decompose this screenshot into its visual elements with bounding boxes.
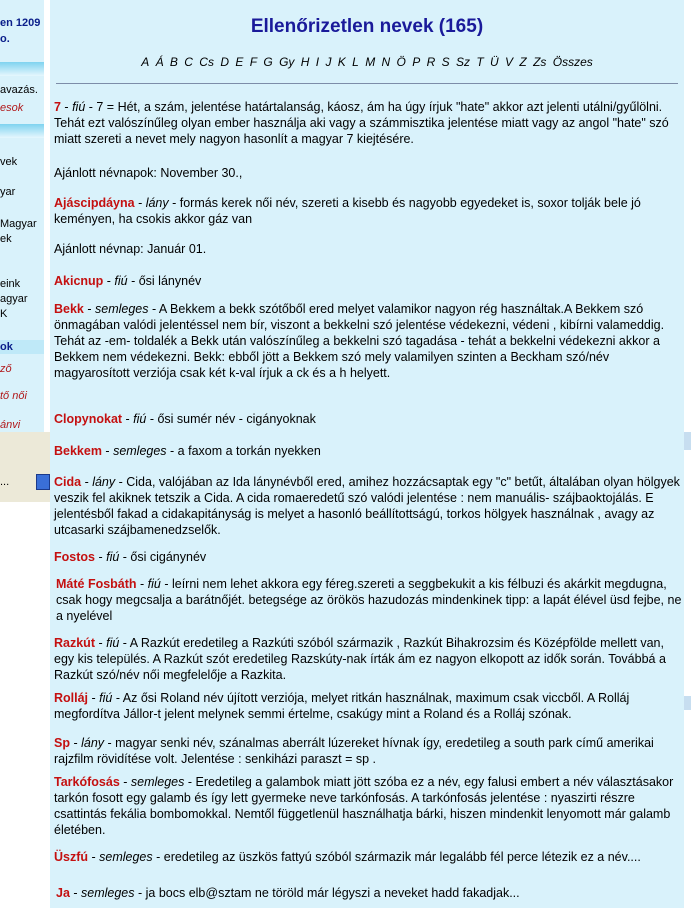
entry-gender: fiú xyxy=(72,100,86,114)
entry-description: - leírni nem lehet akkora egy féreg.szereti a seggbekukit a kis félbuzi és akárkit megdugna, csak hogy megcsalja a barátnőjét. betegsége az örökös hazudozás mindenkinek tipp: a lapát élével üsd fejbe, ne a nyelével xyxy=(56,577,682,623)
entry-description: - A Razkút eredetileg a Razkúti szóból származik , Razkút Bihakrozsim és Középfölde mellett van, egy kis település. A Razkút szót eredetileg Razskúty-nak írták ám ez nagyon elkopott az idők során. Továbbá a Razkút szó/név női megfelelője a Razkita. xyxy=(54,636,666,682)
alphabet-letter-link[interactable]: V xyxy=(505,55,514,69)
entry-gender: fiú xyxy=(133,412,147,426)
entry-name-link[interactable]: Bekk xyxy=(54,302,84,316)
right-edge xyxy=(684,0,691,908)
divider xyxy=(56,83,678,84)
name-entry: Ja - semleges - ja bocs elb@sztam ne töröld már légyszi a neveket hadd fakadjak... xyxy=(56,886,520,900)
taskbar-fragment xyxy=(0,432,50,502)
alphabet-letter-link[interactable]: Zs xyxy=(533,55,547,69)
entry-gender: lány xyxy=(92,475,116,489)
entry-name-link[interactable]: Sp xyxy=(54,736,70,750)
entry-gender: fiú xyxy=(99,691,113,705)
sidebar-item[interactable]: Magyar xyxy=(0,218,37,230)
alphabet-letter-link[interactable]: D xyxy=(220,55,229,69)
entry-gender: lány xyxy=(145,196,169,210)
name-entry: Clopynokat - fiú - ősi sumér név - cigányoknak xyxy=(54,412,316,426)
entry-name-link[interactable]: Máté Fosbáth xyxy=(56,577,137,591)
alphabet-letter-link[interactable]: Ö xyxy=(396,55,406,69)
sidebar-item[interactable]: ek xyxy=(0,233,12,245)
alphabet-nav xyxy=(50,55,684,69)
entry-gender: fiú xyxy=(106,550,120,564)
sidebar-text: en 1209 xyxy=(0,17,41,29)
entry-name-link[interactable]: Ajáscipdáyna xyxy=(54,196,135,210)
name-entry: Rolláj - fiú - Az ősi Roland név újított verziója, melyet ritkán használnak, maximum csak viccből. A Rolláj megfordítva Jállor-t jelent melynek semmi értelme, csakúgy mint a Roland és a Rolláj szónak. xyxy=(54,691,630,721)
sidebar-item[interactable]: eink xyxy=(0,278,21,290)
sidebar-link[interactable]: esok xyxy=(0,102,24,114)
name-entry: Üszfú - semleges - eredetileg az üszkös fattyú szóból származik már legalább fél perce létezik ez a név.... xyxy=(54,850,641,864)
entry-gender: semleges xyxy=(81,886,135,900)
entry-description: - ja bocs elb@sztam ne töröld már légyszi a neveket hadd fakadjak... xyxy=(134,886,520,900)
alphabet-letter-link[interactable]: Cs xyxy=(199,55,214,69)
alphabet-letter-link[interactable]: T xyxy=(476,55,484,69)
alphabet-letter-link[interactable]: H xyxy=(300,55,310,69)
entry-description: - Cida, valójában az Ida lánynévből ered, amihez hozzácsaptak egy "c" betűt, általában olyan hölgyek veszik fel akiknek tetszik a Cida. A cida romaeredetű szó valódi jelentése : nem manuális- szájbaoktojálás. E jelentésből fakad a cidakapitányság is melyet a hasonló beállítottságú, torkos hölgyek használnak , avagy az utcasarki szájbamenedzselők. xyxy=(54,475,680,537)
entry-description: - eredetileg az üszkös fattyú szóból származik már legalább fél perce létezik ez a név.... xyxy=(152,850,641,864)
entry-description: - ősi lánynév xyxy=(127,274,202,288)
alphabet-letter-link[interactable]: Gy xyxy=(279,55,295,69)
sidebar-item[interactable]: yar xyxy=(0,186,16,198)
alphabet-letter-link[interactable]: Ü xyxy=(490,55,499,69)
entry-name-link[interactable]: Ja xyxy=(56,886,70,900)
name-entry: 7 - fiú - 7 = Hét, a szám, jelentése határtalanság, káosz, ám ha úgy írjuk "hate" akkor azt jelenti utálni/gyűlölni. Tehát ezt valószínűleg olyan ember használja aki vagy a számmisztika jelentése miatt vagy az angol "hate" szó miatt szereti a nevet mely nagyon hasonlít a magyar 7 kiejtésére. xyxy=(54,100,669,146)
entry-gender: semleges xyxy=(113,444,167,458)
nameday-note: Ajánlott névnap: Január 01. xyxy=(54,242,207,256)
entry-name-link[interactable]: Clopynokat xyxy=(54,412,123,426)
taskbar-ellipsis[interactable]: ... xyxy=(0,476,10,488)
entry-description: - ősi cigánynév xyxy=(119,550,207,564)
alphabet-letter-link[interactable]: M xyxy=(365,55,376,69)
entry-name-link[interactable]: Bekkem xyxy=(54,444,102,458)
entry-name-link[interactable]: Fostos xyxy=(54,550,95,564)
sidebar-item-selected[interactable]: ok xyxy=(0,341,13,353)
sidebar-band xyxy=(0,62,44,76)
edge-fragment xyxy=(684,432,691,450)
edge-fragment xyxy=(684,696,691,710)
alphabet-letter-link[interactable]: Sz xyxy=(455,55,470,69)
entry-name-link[interactable]: Cida xyxy=(54,475,82,489)
alphabet-letter-link[interactable]: L xyxy=(352,55,359,69)
entry-description: - a faxom a torkán nyekken xyxy=(166,444,321,458)
entry-name-link[interactable]: 7 xyxy=(54,100,61,114)
entry-gender: semleges xyxy=(99,850,153,864)
sidebar-text: avazás. xyxy=(0,84,38,96)
name-entry: Razkút - fiú - A Razkút eredetileg a Razkúti szóból származik , Razkút Bihakrozsim és Középfölde mellett van, egy kis település. A Razkút szót eredetileg Razskúty-nak írták ám ez nagyon elkopott az idők során. Továbbá a Razkút szó/név női megfelelője a Razkita. xyxy=(54,636,666,682)
name-entry: Akicnup - fiú - ősi lánynév xyxy=(54,274,202,288)
name-entry: Bekk - semleges - A Bekkem a bekk szótőből ered melyet valamikor nagyon rég használtak.A Bekkem szó önmagában valódi jelentéssel nem bír, viszont a bekkelni szó jelentése védekezni, védeni , kibírni valameddig. Tehát az -em- toldalék a Bekk után valószínűleg a bekkelni szó tagadása - tehát a bekkelni védekezni akkor a Bekkem nem védekezni. Bekk: ebből jött a Bekkem szó mely valamilyen szinten a Beckham szó/név magyarosított verziója csak két k-val írjuk a ck és a h helyett. xyxy=(54,302,665,380)
entry-gender: semleges xyxy=(95,302,149,316)
alphabet-letter-link[interactable]: G xyxy=(263,55,273,69)
entry-gender: lány xyxy=(81,736,105,750)
alphabet-letter-link[interactable]: I xyxy=(315,55,320,69)
alphabet-letter-link[interactable]: P xyxy=(412,55,421,69)
alphabet-letter-link[interactable]: C xyxy=(184,55,193,69)
alphabet-letter-link[interactable]: Összes xyxy=(552,55,593,69)
entry-name-link[interactable]: Akicnup xyxy=(54,274,104,288)
name-entry: Fostos - fiú - ősi cigánynév xyxy=(54,550,207,564)
alphabet-letter-link[interactable]: Z xyxy=(519,55,527,69)
entry-gender: fiú xyxy=(106,636,120,650)
name-entry: Sp - lány - magyar senki név, szánalmas aberrált lúzereket hívnak így, eredetileg a south park című amerikai rajzfilm rövidítése volt. Jelentése : senkiházi paraszt = sp . xyxy=(54,736,654,766)
left-sidebar xyxy=(0,0,44,432)
entry-name-link[interactable]: Tarkófosás xyxy=(54,775,120,789)
name-entry: Ajáscipdáyna - lány - formás kerek női név, szereti a kisebb és nagyobb egyedeket is, soxor tolják bele jó keményen, ha csokis akkor gáz van xyxy=(54,196,641,226)
name-entry: Tarkófosás - semleges - Eredetileg a galambok miatt jött szóba ez a név, egy falusi embert a név választásakor tarkón fosott egy galamb és így lett gyermeke neve tarkónfosás. A tarkónfosás jelentése : nyaszirti részre csattintás fekália bombomokkal. Nemtől függetlenül használhatja bárki, hiszen mindenkit lenyomott már galamb életében. xyxy=(54,775,674,837)
sidebar-link[interactable]: tő női xyxy=(0,390,27,402)
sidebar-item[interactable]: K xyxy=(0,308,8,320)
alphabet-letter-link[interactable]: A xyxy=(141,55,150,69)
alphabet-letter-link[interactable]: S xyxy=(441,55,450,69)
alphabet-letter-link[interactable]: Á xyxy=(155,55,164,69)
entry-description: - magyar senki név, szánalmas aberrált lúzereket hívnak így, eredetileg a south park című amerikai rajzfilm rövidítése volt. Jelentése : senkiházi paraszt = sp . xyxy=(54,736,654,766)
alphabet-letter-link[interactable]: K xyxy=(337,55,346,69)
alphabet-letter-link[interactable]: F xyxy=(249,55,258,69)
sidebar-band xyxy=(0,124,44,138)
entry-name-link[interactable]: Rolláj xyxy=(54,691,89,705)
entry-description: - formás kerek női név, szereti a kisebb és nagyobb egyedeket is, soxor tolják bele jó keményen, ha csokis akkor gáz van xyxy=(54,196,641,226)
entry-description: - Az ősi Roland név újított verziója, melyet ritkán használnak, maximum csak viccből. A Rolláj megfordítva Jállor-t jelent melynek semmi értelme, csakúgy mint a Roland és a Rolláj szónak. xyxy=(54,691,630,721)
alphabet-letter-link[interactable]: J xyxy=(325,55,332,69)
name-entry: Máté Fosbáth - fiú - leírni nem lehet akkora egy féreg.szereti a seggbekukit a kis félbuzi és akárkit megdugna, csak hogy megcsalja a barátnőjét. betegsége az örökös hazudozás mindenkinek tipp: a lapát élével üsd fejbe, ne a nyelével xyxy=(56,577,682,623)
name-entry: Cida - lány - Cida, valójában az Ida lánynévből ered, amihez hozzácsaptak egy "c" betűt, általában olyan hölgyek veszik fel akiknek tetszik a Cida. A cida romaeredetű szó valódi jelentése : nem manuális- szájbaoktojálás. E jelentésből fakad a cidakapitányság is melyet a hasonló beállítottságú, torkos hölgyek használnak , avagy az utcasarki szájbamenedzselők. xyxy=(54,475,680,537)
main-content xyxy=(50,0,684,908)
alphabet-letter-link[interactable]: R xyxy=(426,55,436,69)
sidebar-item[interactable]: agyar xyxy=(0,293,28,305)
entry-description: - ősi sumér név - cigányoknak xyxy=(146,412,316,426)
entry-gender: fiú xyxy=(114,274,128,288)
entry-description: - A Bekkem a bekk szótőből ered melyet valamikor nagyon rég használtak.A Bekkem szó önmagában valódi jelentéssel nem bír, viszont a bekkelni szó jelentése védekezni, védeni , kibírni valameddig. Tehát az -em- toldalék a Bekk után valószínűleg a bekkelni szó tagadása - tehát a bekkelni védekezni akkor a Bekkem nem védekezni. Bekk: ebből jött a Bekkem szó mely valamilyen szinten a Beckham szó/név magyarosított verziója csak két k-val írjuk a ck és a h helyett. xyxy=(54,302,665,380)
entry-name-link[interactable]: Üszfú xyxy=(54,850,89,864)
entry-description: - Eredetileg a galambok miatt jött szóba ez a név, egy falusi embert a név választásakor tarkón fosott egy galamb és így lett gyermeke neve tarkónfosás. A tarkónfosás jelentése : nyaszirti részre csattintás fekália bombomokkal. Nemtől függetlenül használhatja bárki, hiszen mindenkit lenyomott már galamb életében. xyxy=(54,775,674,837)
alphabet-letter-link[interactable]: B xyxy=(169,55,178,69)
entry-gender: semleges xyxy=(130,775,185,789)
name-entry: Bekkem - semleges - a faxom a torkán nyekken xyxy=(54,444,321,458)
nameday-note: Ajánlott névnapok: November 30., xyxy=(54,166,243,180)
page-title: Ellenőrizetlen nevek (165) xyxy=(250,16,484,37)
sidebar-link[interactable]: ző xyxy=(0,363,12,375)
sidebar-item[interactable]: vek xyxy=(0,156,18,168)
alphabet-letter-link[interactable]: E xyxy=(235,55,244,69)
entry-description: - 7 = Hét, a szám, jelentése határtalanság, káosz, ám ha úgy írjuk "hate" akkor azt jelenti utálni/gyűlölni. Tehát ezt valószínűleg olyan ember használja aki vagy a számmisztika jelentése miatt vagy az angol "hate" szó miatt szereti a nevet mely nagyon hasonlít a magyar 7 kiejtésére. xyxy=(54,100,669,146)
entry-name-link[interactable]: Razkút xyxy=(54,636,95,650)
entry-gender: fiú xyxy=(147,577,161,591)
alphabet-letter-link[interactable]: N xyxy=(381,55,391,69)
sidebar-text: o. xyxy=(0,33,10,45)
window-icon[interactable] xyxy=(36,474,50,490)
sidebar-link[interactable]: ánvi xyxy=(0,419,21,431)
